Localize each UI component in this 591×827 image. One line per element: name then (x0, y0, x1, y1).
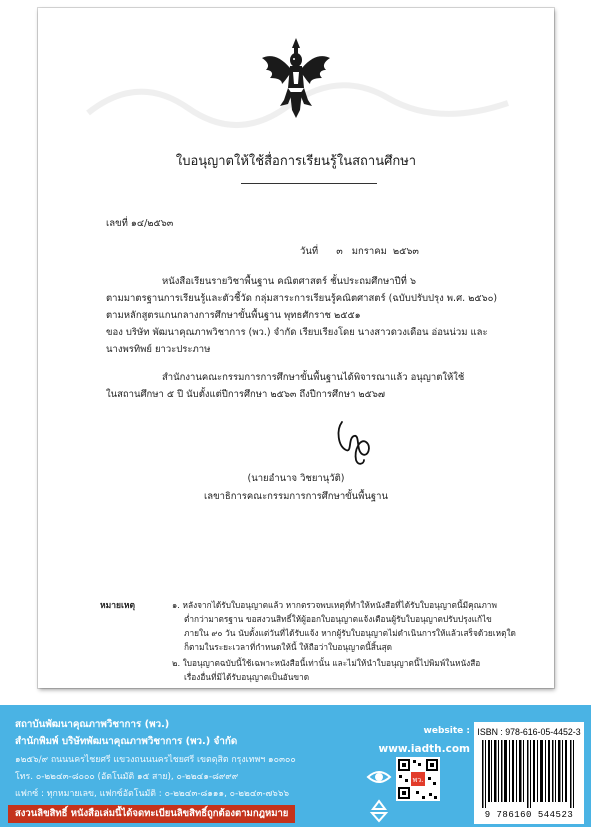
signer-title: เลขาธิการคณะกรรมการการศึกษาขั้นพื้นฐาน (204, 491, 388, 502)
barcode-digits: 9 786160 544523 (484, 810, 574, 820)
eye-recycle-icon (366, 765, 392, 823)
license-sheet (38, 8, 554, 688)
note-line: ภายใน ๙๐ วัน นับตั้งแต่วันที่ได้รับแจ้ง หากผู้รับใบอนุญาตไม่ดำเนินการให้แล้วเสร็จด้วยเหตุใด (184, 628, 516, 638)
license-title: ใบอนุญาตให้ใช้สื่อการเรียนรู้ในสถานศึกษา (175, 154, 417, 169)
body-line: ตามหลักสูตรแกนกลางการศึกษาขั้นพื้นฐาน พุทธศักราช ๒๕๕๑ (106, 310, 361, 321)
garuda-emblem-icon (260, 36, 332, 120)
handwritten-signature (334, 416, 374, 468)
license-number: เลขที่ ๑๔/๒๕๖๓ (106, 218, 174, 229)
publisher-phone: โทร. ๐-๒๒๔๓-๘๐๐๐ (อัตโนมัติ ๑๕ สาย), ๐-๒๒๔๑-๘๙๙๙ (15, 772, 239, 782)
notes-heading: หมายเหตุ (100, 601, 135, 611)
barcode-icon (480, 740, 578, 808)
website-link[interactable]: www.iadth.com (378, 743, 470, 755)
publisher-footer (0, 705, 591, 827)
copyright-banner: สงวนลิขสิทธิ์ หนังสือเล่มนี้ได้จดทะเบียนลิขสิทธิ์ถูกต้องตามกฎหมาย (8, 805, 295, 823)
note-line: เรื่องอื่นที่มิได้รับอนุญาตเป็นอันขาด (184, 672, 310, 682)
publisher-address: ๑๒๕๖/๙ ถนนนครไชยศรี แขวงถนนนครไชยศรี เขตดุสิต กรุงเทพฯ ๑๐๓๐๐ (15, 755, 296, 765)
qr-label: พว. (412, 776, 424, 784)
body-line: ของ บริษัท พัฒนาคุณภาพวิชาการ (พว.) จำกัด เรียบเรียงโดย นางสาวดวงเดือน อ่อนน่วม และ (106, 327, 488, 338)
body-line: ตามมาตรฐานการเรียนรู้และตัวชี้วัด กลุ่มสาระการเรียนรู้คณิตศาสตร์ (ฉบับปรับปรุง พ.ศ. ๒๕๖๐) (106, 293, 498, 304)
note-line: ๒. ใบอนุญาตฉบับนี้ใช้เฉพาะหนังสือนี้เท่านั้น และไม่ให้นำใบอนุญาตนี้ไปพิมพ์ในหนังสือ (172, 658, 481, 668)
license-date: วันที่ ๓ มกราคม ๒๕๖๓ (300, 246, 419, 257)
qr-code-icon[interactable] (396, 757, 440, 801)
note-line: ก็ตามในระยะเวลาที่กำหนดให้นี้ ให้ถือว่าใบอนุญาตนี้สิ้นสุด (184, 642, 393, 652)
isbn-number: ISBN : 978-616-05-4452-3 (477, 727, 581, 737)
note-line: ๑. หลังจากได้รับใบอนุญาตแล้ว หากตรวจพบเหตุที่ทำให้หนังสือที่ได้รับใบอนุญาตนี้มีคุณภาพ (172, 600, 497, 610)
note-line: ต่ำกว่ามาตรฐาน ขอสงวนสิทธิ์ให้ผู้ออกใบอนุญาตแจ้งเตือนผู้รับใบอนุญาตปรับปรุงแก้ไข (184, 614, 492, 624)
body-line: หนังสือเรียนรายวิชาพื้นฐาน คณิตศาสตร์ ชั้นประถมศึกษาปีที่ ๖ (162, 276, 416, 287)
body-line: สำนักงานคณะกรรมการการศึกษาขั้นพื้นฐานได้พิจารณาแล้ว อนุญาตให้ใช้ (162, 372, 465, 383)
body-line: ในสถานศึกษา ๕ ปี นับตั้งแต่ปีการศึกษา ๒๕๖๓ ถึงปีการศึกษา ๒๕๖๗ (106, 389, 386, 400)
signer-name: (นายอำนาจ วิชยานุวัติ) (247, 473, 345, 484)
title-underline (241, 183, 377, 184)
isbn-barcode (474, 722, 584, 824)
publisher-institute: สถาบันพัฒนาคุณภาพวิชาการ (พว.) (15, 719, 170, 730)
website-label: website : (423, 726, 470, 736)
body-line: นางพรทิพย์ ยาวะประภาษ (106, 344, 211, 355)
publisher-company: สำนักพิมพ์ บริษัทพัฒนาคุณภาพวิชาการ (พว.) จำกัด (15, 736, 238, 747)
publisher-fax: แฟกซ์ : ทุกหมายเลข, แฟกซ์อัตโนมัติ : ๐-๒๒๔๓-๘๑๑๑, ๐-๒๒๔๓-๗๖๖๖ (15, 789, 290, 799)
